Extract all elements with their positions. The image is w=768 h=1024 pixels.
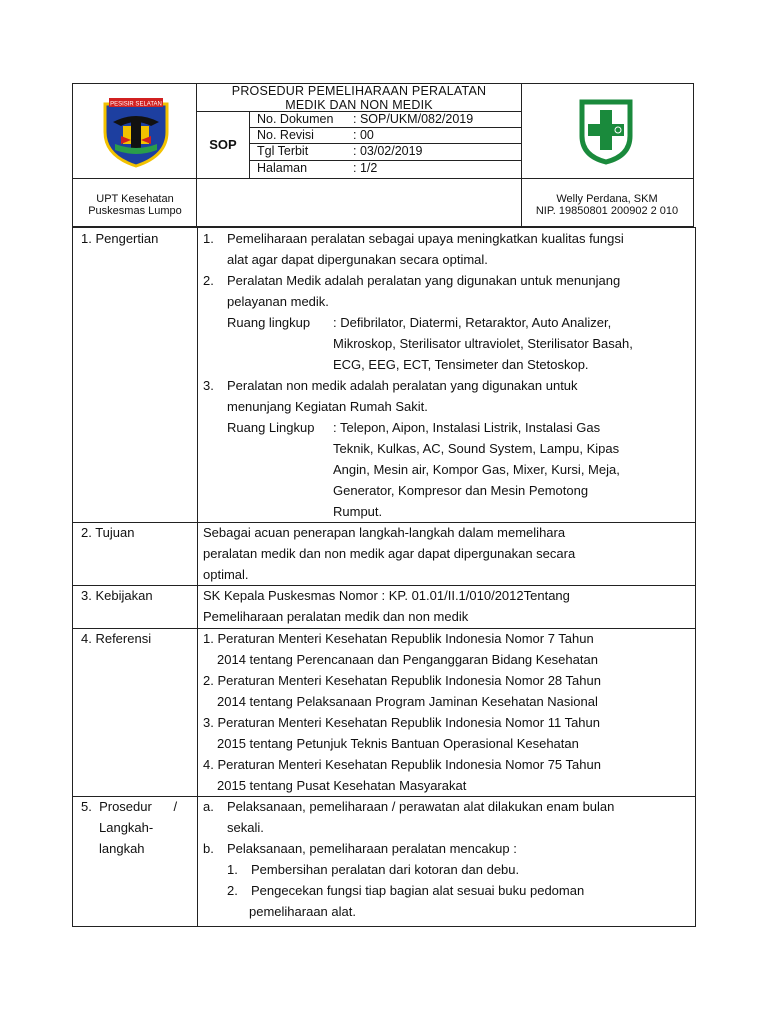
section-label-tujuan: 2. Tujuan	[81, 525, 135, 540]
signatory-name: Welly Perdana, SKM	[556, 193, 658, 205]
section-content-pengertian: 1. Pemeliharaan peralatan sebagai upaya meningkatkan kualitas fungsi alat agar dapat dipergunakan secara optimal. 2. Peralatan Medik adalah peralatan yang digunakan untuk menunjang pelayanan medik. Ruang lingkup : Defibrilator, Diatermi, Retaraktor, Auto Analizer, Mikroskop, Sterilisator ultraviolet, Sterilisator Basah, ECG, EEG, ECT, Tensimeter dan Stetoskop. 3. Peralatan non medik adalah peralatan yang digunakan untuk menunjang Kegiatan Rumah Sakit. Ruang Lingkup : Telepon, Aipon, Instalasi Listrik, Instalasi Gas Teknik, Kulkas, AC, Sound System, Lampu, Kipas Angin, Mesin air, Kompor Gas, Mixer, Kursi, Meja, Generator, Kompresor dan Mesin Pemotong Rumput.	[203, 228, 689, 522]
list-item: a. Pelaksanaan, pemeliharaan / perawatan alat dilakukan enam bulan	[203, 799, 615, 814]
list-item: 2. Pengecekan fungsi tiap bagian alat sesuai buku pedoman	[227, 883, 585, 898]
page-label: Halaman	[257, 161, 308, 175]
divider	[249, 111, 250, 178]
issue-date-label: Tgl Terbit	[257, 144, 309, 158]
scope-nonmedical: Ruang Lingkup : Telepon, Aipon, Instalasi Listrik, Instalasi Gas	[227, 420, 601, 435]
section-label-kebijakan: 3. Kebijakan	[81, 588, 153, 603]
doc-number-label: No. Dokumen	[257, 112, 334, 126]
sop-header-table	[72, 83, 694, 227]
sop-label: SOP	[209, 137, 237, 152]
list-item: 4. Peraturan Menteri Kesehatan Republik Indonesia Nomor 75 Tahun	[203, 757, 601, 772]
divider	[197, 228, 198, 926]
revision-value: : 00	[353, 128, 374, 142]
unit-line-2: Puskesmas Lumpo	[88, 205, 182, 217]
section-content-tujuan: Sebagai acuan penerapan langkah-langkah dalam memelihara peralatan medik dan non medik agar dapat dipergunakan secara optimal.	[203, 525, 576, 582]
title-line-2: MEDIK DAN NON MEDIK	[285, 98, 433, 112]
page-value: : 1/2	[353, 161, 378, 175]
list-item: 2. Peralatan Medik adalah peralatan yang digunakan untuk menunjang	[203, 273, 621, 288]
district-shield-logo	[101, 96, 171, 168]
list-item: 2. Peraturan Menteri Kesehatan Republik Indonesia Nomor 28 Tahun	[203, 673, 601, 688]
svg-text:PESISIR SELATAN: PESISIR SELATAN	[110, 101, 162, 108]
list-item: 3. Peralatan non medik adalah peralatan yang digunakan untuk	[203, 378, 578, 393]
page-row	[257, 160, 377, 176]
scope-medical: Ruang lingkup : Defibrilator, Diatermi, Retaraktor, Auto Analizer,	[227, 315, 612, 330]
signatory-nip: NIP. 19850801 200902 2 010	[535, 205, 679, 217]
list-item: 1. Peraturan Menteri Kesehatan Republik Indonesia Nomor 7 Tahun	[203, 631, 594, 646]
section-content-kebijakan: SK Kepala Puskesmas Nomor : KP. 01.01/II.1/010/2012Tentang Pemeliharaan peralatan medik dan non medik	[203, 588, 570, 624]
section-label-referensi: 4. Referensi	[81, 631, 152, 646]
sop-body-table	[72, 227, 696, 927]
unit-name	[73, 193, 197, 217]
puskesmas-cross-logo	[576, 96, 636, 166]
revision-label: No. Revisi	[257, 128, 314, 142]
section-content-prosedur: a. Pelaksanaan, pemeliharaan / perawatan alat dilakukan enam bulan sekali. b. Pelaksanaan, pemeliharaan peralatan mencakup : 1. Pembersihan peralatan dari kotoran dan debu. 2. Pengecekan fungsi tiap bagian alat sesuai buku pedoman pemeliharaan alat.	[203, 796, 689, 922]
doc-number-row	[257, 111, 473, 127]
list-item: b. Pelaksanaan, pemeliharaan peralatan mencakup :	[203, 841, 517, 856]
issue-date-row	[257, 143, 423, 159]
section-label-pengertian: 1. Pengertian	[81, 231, 159, 246]
revision-row	[257, 127, 374, 143]
unit-line-1: UPT Kesehatan	[96, 193, 174, 205]
document-title	[197, 84, 521, 112]
section-content-referensi: 1. Peraturan Menteri Kesehatan Republik Indonesia Nomor 7 Tahun 2014 tentang Perencanaan dan Penganggaran Bidang Kesehatan 2. Peraturan Menteri Kesehatan Republik Indonesia Nomor 28 Tahun 2014 tentang Pelaksanaan Program Jaminan Kesehatan Nasional 3. Peraturan Menteri Kesehatan Republik Indonesia Nomor 11 Tahun 2015 tentang Petunjuk Teknis Bantuan Operasional Kesehatan 4. Peraturan Menteri Kesehatan Republik Indonesia Nomor 75 Tahun 2015 tentang Pusat Kesehatan Masyarakat	[203, 628, 689, 796]
doc-number-value: : SOP/UKM/082/2019	[353, 112, 474, 126]
list-item: 3. Peraturan Menteri Kesehatan Republik Indonesia Nomor 11 Tahun	[203, 715, 600, 730]
divider	[73, 178, 693, 179]
section-label-prosedur: 5. Prosedur / Langkah- langkah	[81, 799, 178, 856]
title-line-1: PROSEDUR PEMELIHARAAN PERALATAN	[231, 84, 487, 98]
signatory	[521, 193, 693, 217]
issue-date-value: : 03/02/2019	[353, 144, 423, 158]
list-item: 1. Pemeliharaan peralatan sebagai upaya meningkatkan kualitas fungsi	[203, 231, 624, 246]
list-item: 1. Pembersihan peralatan dari kotoran dan debu.	[227, 862, 520, 877]
